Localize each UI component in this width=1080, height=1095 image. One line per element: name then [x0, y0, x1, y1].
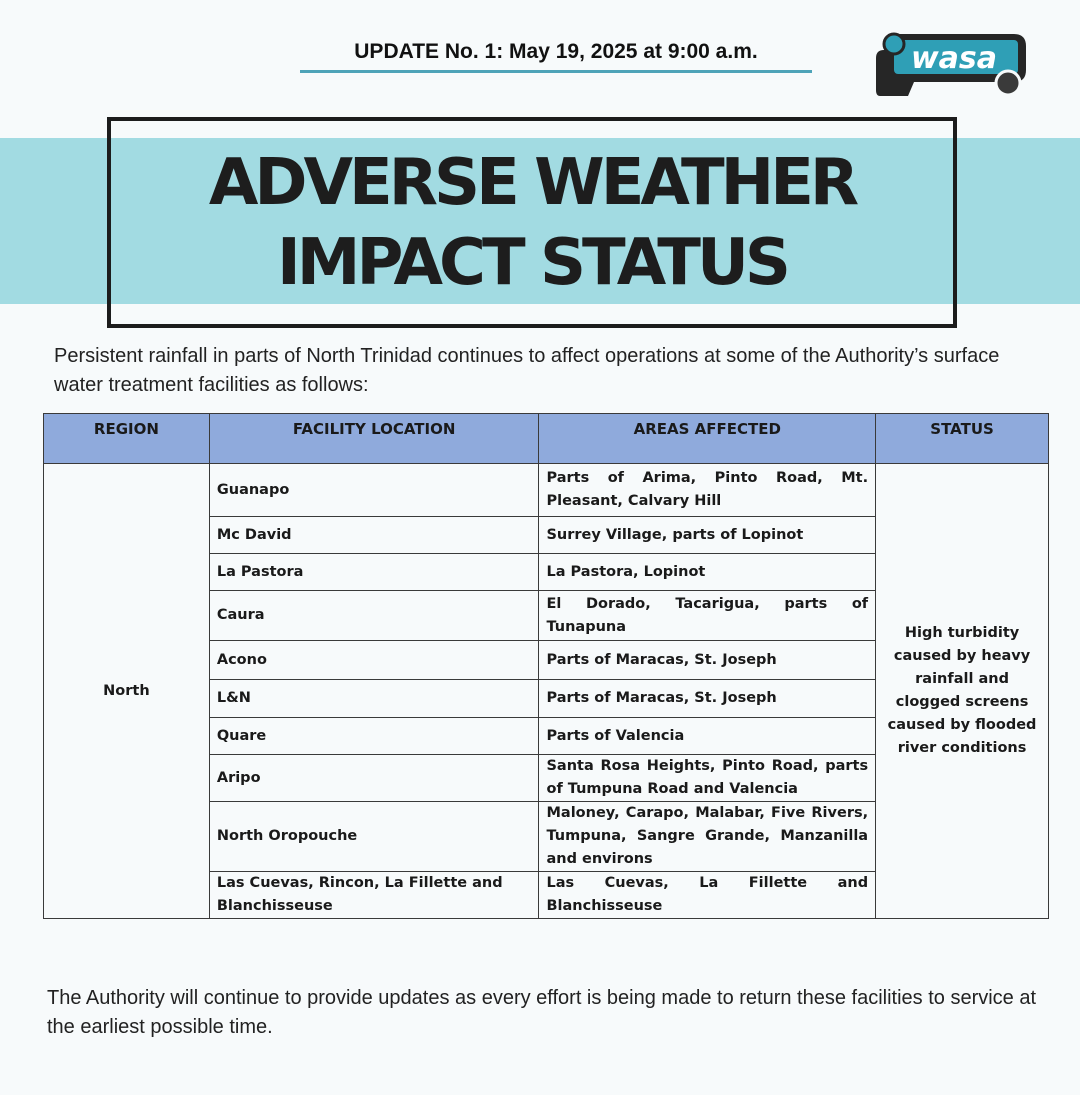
facility-cell: Acono — [209, 641, 539, 680]
logo-right-wheel — [996, 71, 1020, 95]
areas-cell: Parts of Valencia — [539, 718, 876, 755]
areas-cell: Maloney, Carapo, Malabar, Five Rivers, Tumpuna, Sangre Grande, Manzanilla and environs — [539, 802, 876, 872]
status-table — [43, 413, 1049, 919]
facility-cell: L&N — [209, 680, 539, 718]
header-areas-affected: AREAS AFFECTED — [539, 414, 876, 464]
table-header-row — [44, 414, 1049, 464]
header-region: REGION — [44, 414, 210, 464]
facility-cell: Guanapo — [209, 464, 539, 517]
intro-paragraph: Persistent rainfall in parts of North Trinidad continues to affect operations at some of the Authority’s surface water treatment facilities as follows: — [54, 345, 1000, 396]
region-cell: North — [44, 464, 210, 919]
header-status: STATUS — [876, 414, 1049, 464]
title-line-2: IMPACT STATUS — [276, 225, 788, 300]
status-cell: High turbidity caused by heavy rainfall and clogged screens caused by flooded river conditions — [876, 464, 1049, 919]
title-box — [107, 117, 957, 328]
facility-cell: Aripo — [209, 755, 539, 802]
title-line-1: ADVERSE WEATHER — [208, 145, 856, 220]
logo-left-wheel — [884, 34, 904, 54]
facility-cell: Las Cuevas, Rincon, La Fillette and Blanchisseuse — [209, 872, 539, 919]
areas-cell: Santa Rosa Heights, Pinto Road, parts of Tumpuna Road and Valencia — [539, 755, 876, 802]
wasa-logo — [874, 28, 1030, 100]
table-row — [44, 464, 1049, 517]
header-facility-location: FACILITY LOCATION — [209, 414, 539, 464]
areas-cell: Surrey Village, parts of Lopinot — [539, 517, 876, 554]
areas-cell: La Pastora, Lopinot — [539, 554, 876, 591]
facility-cell: Mc David — [209, 517, 539, 554]
facility-cell: La Pastora — [209, 554, 539, 591]
facility-cell: Quare — [209, 718, 539, 755]
areas-cell: Las Cuevas, La Fillette and Blanchisseuse — [539, 872, 876, 919]
facility-cell: Caura — [209, 591, 539, 641]
areas-cell: El Dorado, Tacarigua, parts of Tunapuna — [539, 591, 876, 641]
logo-text: wasa — [910, 41, 998, 76]
areas-cell: Parts of Maracas, St. Joseph — [539, 641, 876, 680]
areas-cell: Parts of Maracas, St. Joseph — [539, 680, 876, 718]
areas-cell: Parts of Arima, Pinto Road, Mt. Pleasant, Calvary Hill — [539, 464, 876, 517]
facility-cell: North Oropouche — [209, 802, 539, 872]
update-heading: UPDATE No. 1: May 19, 2025 at 9:00 a.m. — [300, 40, 812, 73]
footer-paragraph: The Authority will continue to provide updates as every effort is being made to return these facilities to service at the earliest possible time. — [47, 987, 1037, 1038]
